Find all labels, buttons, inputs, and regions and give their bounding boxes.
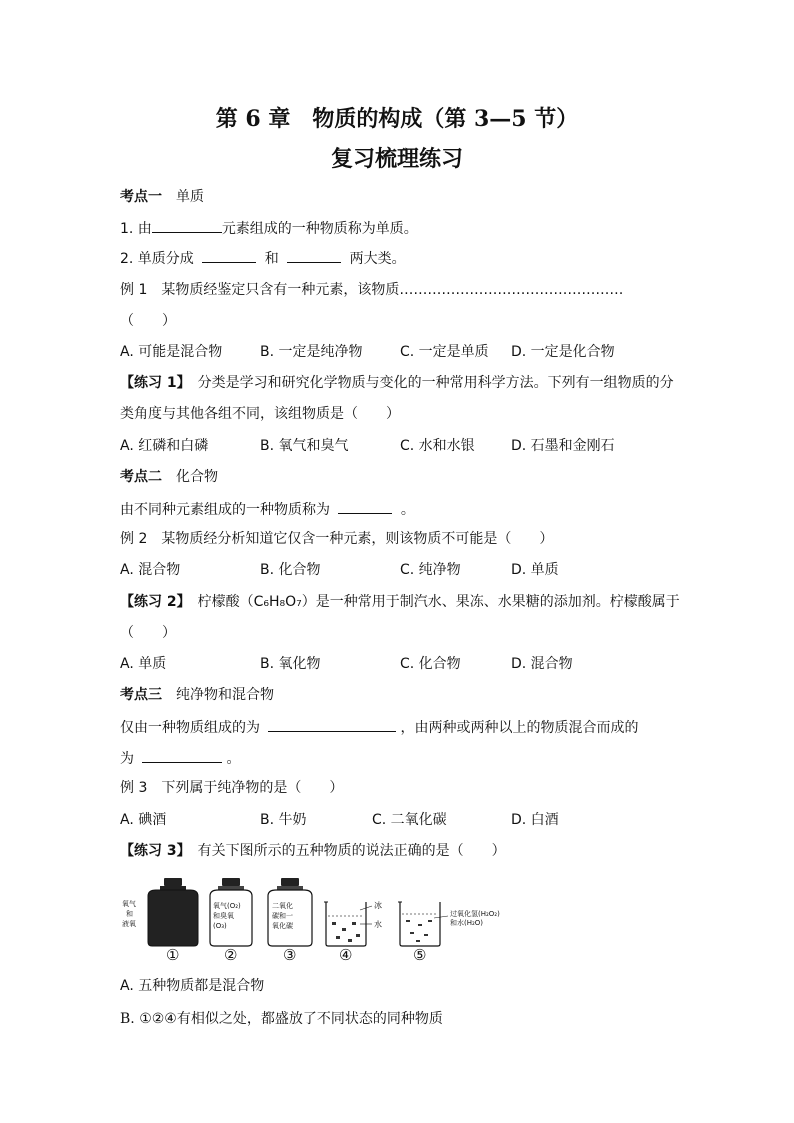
answer-blank[interactable] [287, 248, 341, 263]
jar-1-label-2: 和 [126, 910, 133, 918]
jar-2-label-1: 氧气(O₂) [213, 902, 241, 910]
practice-2: 【练习 2】 柠檬酸（C₆H₈O₇）是一种常用于制汽水、果冻、水果糖的添加剂。柠檬酸属于 [120, 594, 680, 610]
beaker-5-label-2: 和水(H₂O) [450, 919, 484, 927]
example-1-paren: （ ） [120, 313, 176, 329]
page-subtitle: 复习梳理练习 [330, 146, 463, 172]
practice-1: 【练习 1】 分类是学习和研究化学物质与变化的一种常用科学方法。下列有一组物质的分 [120, 375, 674, 391]
figure-number-5: ⑤ [413, 946, 427, 962]
beaker-4-label-water: 水 [374, 920, 382, 929]
ex2-option-c[interactable]: C. 纯净物 [400, 562, 461, 578]
ex1-option-c[interactable]: C. 一定是单质 [400, 344, 489, 360]
ex2-option-b[interactable]: B. 化合物 [260, 562, 321, 578]
pr1-option-a[interactable]: A. 红磷和白磷 [120, 438, 209, 454]
practice-3: 【练习 3】 有关下图所示的五种物质的说法正确的是（ ） [120, 843, 506, 859]
pr2-option-b[interactable]: B. 氧化物 [260, 656, 321, 672]
page-title: 第 6 章 物质的构成（第 3—5 节） [215, 106, 579, 132]
ex3-option-d[interactable]: D. 白酒 [511, 812, 559, 828]
example-3: 例 3 下列属于纯净物的是（ ） [120, 780, 344, 796]
ex3-option-b[interactable]: B. 牛奶 [260, 812, 307, 828]
section3-definition-1: 仅由一种物质组成的为 ，由两种或两种以上的物质混合而成的 [120, 717, 638, 737]
ex3-option-a[interactable]: A. 碘酒 [120, 812, 167, 828]
answer-blank[interactable] [152, 218, 222, 233]
pr2-option-a[interactable]: A. 单质 [120, 656, 167, 672]
answer-blank[interactable] [142, 748, 222, 763]
ex1-option-d[interactable]: D. 一定是化合物 [511, 344, 615, 360]
jar-2-label-3: (O₃) [213, 922, 227, 930]
jar-3-label-2: 碳和一 [272, 912, 293, 920]
section3-heading: 考点三 纯净物和混合物 [120, 687, 274, 703]
jar-3-label-1: 二氧化 [272, 902, 293, 910]
figure-number-2: ② [224, 946, 238, 962]
section2-definition: 由不同种元素组成的一种物质称为 。 [120, 499, 415, 519]
beaker-4-label-ice: 冰 [374, 901, 382, 910]
question-1: 1. 由 元素组成的一种物质称为单质。 [120, 218, 418, 238]
ex1-option-a[interactable]: A. 可能是混合物 [120, 344, 223, 360]
pr3-option-b[interactable]: B. ①②④有相似之处，都盛放了不同状态的同种物质 [120, 1011, 443, 1027]
beaker-4 [324, 900, 382, 946]
jar-2 [210, 878, 252, 946]
containers-figure [120, 876, 540, 962]
pr1-option-b[interactable]: B. 氧气和臭气 [260, 438, 349, 454]
ex1-option-b[interactable]: B. 一定是纯净物 [260, 344, 363, 360]
beaker-5-label-1: 过氧化氢(H₂O₂) [450, 910, 500, 918]
pr1-option-c[interactable]: C. 水和水银 [400, 438, 475, 454]
example-1: 例 1 某物质经鉴定只含有一种元素，该物质………………………………………… [120, 282, 624, 298]
jar-1 [122, 878, 198, 946]
pr1-option-d[interactable]: D. 石墨和金刚石 [511, 438, 615, 454]
section1-heading: 考点一 单质 [120, 189, 204, 205]
pr2-option-d[interactable]: D. 混合物 [511, 656, 573, 672]
practice-2-paren: （ ） [120, 625, 176, 641]
ex3-option-c[interactable]: C. 二氧化碳 [372, 812, 447, 828]
answer-blank[interactable] [338, 499, 392, 514]
jar-1-label-1: 氧气 [122, 900, 136, 908]
figure-number-1: ① [166, 946, 180, 962]
answer-blank[interactable] [268, 717, 396, 732]
jar-3 [268, 878, 312, 946]
jar-2-label-2: 和臭氧 [213, 912, 234, 920]
answer-blank[interactable] [202, 248, 256, 263]
figure-number-3: ③ [283, 946, 297, 962]
section2-heading: 考点二 化合物 [120, 469, 218, 485]
practice-1-cont: 类角度与其他各组不同，该组物质是（ ） [120, 406, 400, 422]
figure-number-4: ④ [339, 946, 353, 962]
example-2: 例 2 某物质经分析知道它仅含一种元素，则该物质不可能是（ ） [120, 531, 554, 547]
jar-1-label-3: 液氧 [122, 920, 136, 928]
beaker-5 [398, 902, 500, 946]
ex2-option-d[interactable]: D. 单质 [511, 562, 559, 578]
section3-definition-2: 为 。 [120, 748, 240, 768]
question-2: 2. 单质分成 和 两大类。 [120, 248, 406, 268]
pr3-option-a[interactable]: A. 五种物质都是混合物 [120, 978, 265, 994]
pr2-option-c[interactable]: C. 化合物 [400, 656, 461, 672]
ex2-option-a[interactable]: A. 混合物 [120, 562, 181, 578]
jar-3-label-3: 氧化碳 [272, 922, 293, 930]
